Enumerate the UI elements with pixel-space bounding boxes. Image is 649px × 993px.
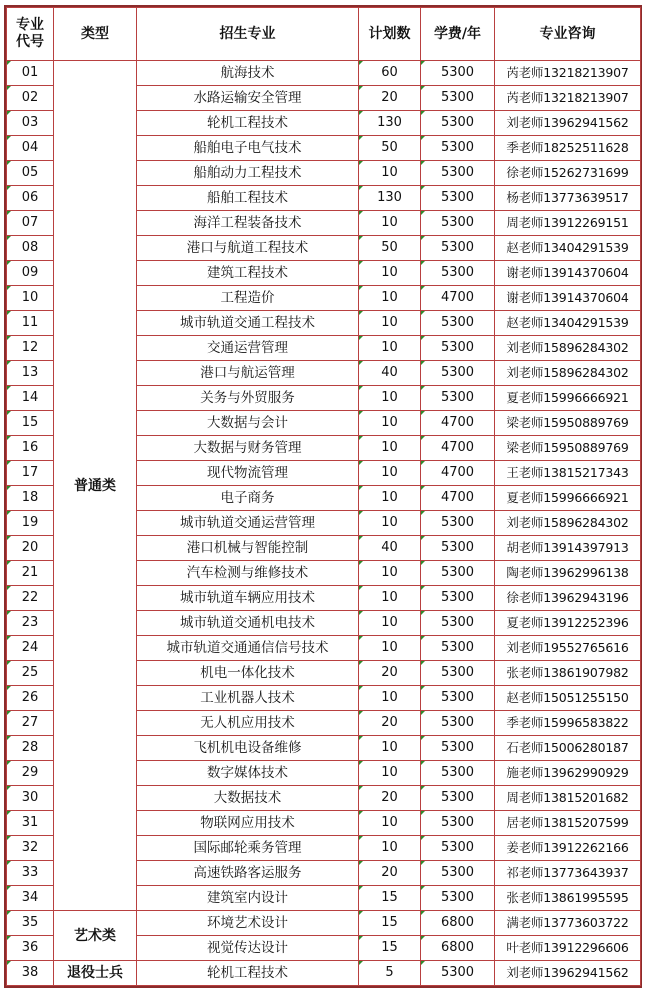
row-code: 07: [7, 211, 54, 236]
row-code: 22: [7, 586, 54, 611]
table-row: [7, 61, 641, 86]
row-code: 29: [7, 761, 54, 786]
row-major: 城市轨道交通机电技术: [137, 611, 359, 636]
row-contact: 芮老师13218213907: [495, 86, 641, 111]
row-plan: 10: [359, 611, 421, 636]
row-contact: 刘老师15896284302: [495, 511, 641, 536]
row-plan: 20: [359, 661, 421, 686]
table-row: [7, 911, 641, 936]
row-contact: 张老师13861995595: [495, 886, 641, 911]
row-plan: 10: [359, 311, 421, 336]
row-code: 34: [7, 886, 54, 911]
row-fee: 5300: [421, 211, 495, 236]
row-contact: 徐老师15262731699: [495, 161, 641, 186]
row-fee: 5300: [421, 361, 495, 386]
row-code: 33: [7, 861, 54, 886]
row-major: 现代物流管理: [137, 461, 359, 486]
row-fee: 6800: [421, 911, 495, 936]
row-fee: 5300: [421, 386, 495, 411]
row-plan: 10: [359, 811, 421, 836]
row-contact: 满老师13773603722: [495, 911, 641, 936]
row-contact: 季老师15996583822: [495, 711, 641, 736]
row-code: 10: [7, 286, 54, 311]
row-code: 01: [7, 61, 54, 86]
row-major: 船舶电子电气技术: [137, 136, 359, 161]
row-contact: 胡老师13914397913: [495, 536, 641, 561]
row-code: 24: [7, 636, 54, 661]
row-contact: 谢老师13914370604: [495, 286, 641, 311]
row-fee: 5300: [421, 836, 495, 861]
row-major: 大数据与财务管理: [137, 436, 359, 461]
row-fee: 5300: [421, 686, 495, 711]
row-plan: 20: [359, 711, 421, 736]
row-major: 工业机器人技术: [137, 686, 359, 711]
row-major: 城市轨道交通工程技术: [137, 311, 359, 336]
row-major: 环境艺术设计: [137, 911, 359, 936]
row-plan: 130: [359, 111, 421, 136]
row-plan: 10: [359, 836, 421, 861]
row-plan: 10: [359, 261, 421, 286]
row-code: 14: [7, 386, 54, 411]
row-fee: 5300: [421, 186, 495, 211]
row-plan: 130: [359, 186, 421, 211]
row-code: 08: [7, 236, 54, 261]
row-plan: 10: [359, 761, 421, 786]
row-contact: 赵老师15051255150: [495, 686, 641, 711]
row-contact: 祁老师13773643937: [495, 861, 641, 886]
row-plan: 10: [359, 336, 421, 361]
row-code: 11: [7, 311, 54, 336]
row-plan: 10: [359, 211, 421, 236]
header-code: [7, 8, 54, 61]
row-plan: 20: [359, 786, 421, 811]
row-fee: 4700: [421, 436, 495, 461]
row-plan: 10: [359, 586, 421, 611]
row-fee: 4700: [421, 486, 495, 511]
row-fee: 4700: [421, 411, 495, 436]
row-contact: 夏老师15996666921: [495, 486, 641, 511]
row-contact: 夏老师13912252396: [495, 611, 641, 636]
row-contact: 周老师13912269151: [495, 211, 641, 236]
row-fee: 5300: [421, 636, 495, 661]
row-code: 35: [7, 911, 54, 936]
header-row: [7, 8, 641, 61]
row-code: 05: [7, 161, 54, 186]
row-major: 视觉传达设计: [137, 936, 359, 961]
row-major: 城市轨道车辆应用技术: [137, 586, 359, 611]
row-plan: 5: [359, 961, 421, 986]
row-contact: 刘老师19552765616: [495, 636, 641, 661]
row-contact: 徐老师13962943196: [495, 586, 641, 611]
row-major: 飞机机电设备维修: [137, 736, 359, 761]
row-major: 建筑室内设计: [137, 886, 359, 911]
row-fee: 6800: [421, 936, 495, 961]
row-contact: 梁老师15950889769: [495, 436, 641, 461]
row-fee: 5300: [421, 111, 495, 136]
row-plan: 10: [359, 511, 421, 536]
row-code: 09: [7, 261, 54, 286]
row-plan: 60: [359, 61, 421, 86]
row-major: 航海技术: [137, 61, 359, 86]
row-fee: 5300: [421, 236, 495, 261]
row-code: 20: [7, 536, 54, 561]
row-major: 国际邮轮乘务管理: [137, 836, 359, 861]
row-code: 27: [7, 711, 54, 736]
row-major: 城市轨道交通运营管理: [137, 511, 359, 536]
row-major: 城市轨道交通通信信号技术: [137, 636, 359, 661]
row-fee: 5300: [421, 336, 495, 361]
row-contact: 刘老师15896284302: [495, 336, 641, 361]
row-contact: 施老师13962990929: [495, 761, 641, 786]
row-contact: 赵老师13404291539: [495, 311, 641, 336]
row-code: 36: [7, 936, 54, 961]
row-code: 03: [7, 111, 54, 136]
row-plan: 20: [359, 861, 421, 886]
row-contact: 石老师15006280187: [495, 736, 641, 761]
row-major: 大数据技术: [137, 786, 359, 811]
row-code: 25: [7, 661, 54, 686]
row-code: 06: [7, 186, 54, 211]
row-contact: 陶老师13962996138: [495, 561, 641, 586]
row-code: 16: [7, 436, 54, 461]
row-plan: 10: [359, 161, 421, 186]
row-fee: 5300: [421, 536, 495, 561]
row-plan: 10: [359, 386, 421, 411]
header-fee: 学费/年: [421, 8, 495, 61]
row-plan: 15: [359, 911, 421, 936]
row-contact: 刘老师15896284302: [495, 361, 641, 386]
row-fee: 5300: [421, 311, 495, 336]
row-fee: 4700: [421, 286, 495, 311]
row-category: 普通类: [54, 61, 137, 911]
row-fee: 5300: [421, 711, 495, 736]
row-code: 23: [7, 611, 54, 636]
row-code: 26: [7, 686, 54, 711]
row-plan: 10: [359, 561, 421, 586]
row-major: 物联网应用技术: [137, 811, 359, 836]
row-major: 船舶工程技术: [137, 186, 359, 211]
row-plan: 10: [359, 736, 421, 761]
row-plan: 15: [359, 936, 421, 961]
row-fee: 5300: [421, 961, 495, 986]
row-code: 02: [7, 86, 54, 111]
row-code: 38: [7, 961, 54, 986]
row-plan: 10: [359, 411, 421, 436]
row-code: 32: [7, 836, 54, 861]
row-contact: 王老师13815217343: [495, 461, 641, 486]
row-fee: 5300: [421, 886, 495, 911]
table-body: [7, 61, 641, 986]
row-code: 17: [7, 461, 54, 486]
row-contact: 叶老师13912296606: [495, 936, 641, 961]
header-code-label: 专业代号: [16, 17, 44, 50]
row-contact: 张老师13861907982: [495, 661, 641, 686]
row-code: 21: [7, 561, 54, 586]
header-major: 招生专业: [137, 8, 359, 61]
row-major: 电子商务: [137, 486, 359, 511]
row-major: 港口机械与智能控制: [137, 536, 359, 561]
row-fee: 5300: [421, 86, 495, 111]
row-fee: 5300: [421, 136, 495, 161]
row-contact: 谢老师13914370604: [495, 261, 641, 286]
row-major: 港口与航道工程技术: [137, 236, 359, 261]
row-fee: 5300: [421, 761, 495, 786]
row-plan: 15: [359, 886, 421, 911]
row-contact: 刘老师13962941562: [495, 111, 641, 136]
row-fee: 5300: [421, 161, 495, 186]
row-plan: 10: [359, 436, 421, 461]
admissions-table: [6, 7, 641, 986]
row-major: 工程造价: [137, 286, 359, 311]
row-plan: 40: [359, 361, 421, 386]
row-plan: 50: [359, 236, 421, 261]
row-major: 机电一体化技术: [137, 661, 359, 686]
row-major: 船舶动力工程技术: [137, 161, 359, 186]
row-major: 数字媒体技术: [137, 761, 359, 786]
row-major: 海洋工程装备技术: [137, 211, 359, 236]
row-major: 无人机应用技术: [137, 711, 359, 736]
row-plan: 10: [359, 686, 421, 711]
row-plan: 50: [359, 136, 421, 161]
row-major: 轮机工程技术: [137, 111, 359, 136]
row-contact: 芮老师13218213907: [495, 61, 641, 86]
row-contact: 居老师13815207599: [495, 811, 641, 836]
row-fee: 5300: [421, 861, 495, 886]
row-code: 13: [7, 361, 54, 386]
row-contact: 姜老师13912262166: [495, 836, 641, 861]
row-category: 退役士兵: [54, 961, 137, 986]
row-category: 艺术类: [54, 911, 137, 961]
row-contact: 季老师18252511628: [495, 136, 641, 161]
row-code: 04: [7, 136, 54, 161]
row-fee: 4700: [421, 461, 495, 486]
row-contact: 杨老师13773639517: [495, 186, 641, 211]
row-plan: 40: [359, 536, 421, 561]
row-fee: 5300: [421, 736, 495, 761]
row-fee: 5300: [421, 561, 495, 586]
row-contact: 刘老师13962941562: [495, 961, 641, 986]
row-code: 19: [7, 511, 54, 536]
row-contact: 梁老师15950889769: [495, 411, 641, 436]
row-plan: 10: [359, 461, 421, 486]
row-plan: 10: [359, 636, 421, 661]
row-fee: 5300: [421, 511, 495, 536]
row-major: 轮机工程技术: [137, 961, 359, 986]
header-contact: 专业咨询: [495, 8, 641, 61]
row-contact: 夏老师15996666921: [495, 386, 641, 411]
row-fee: 5300: [421, 786, 495, 811]
row-plan: 10: [359, 486, 421, 511]
header-type: 类型: [54, 8, 137, 61]
row-code: 28: [7, 736, 54, 761]
row-plan: 10: [359, 286, 421, 311]
row-fee: 5300: [421, 661, 495, 686]
row-plan: 20: [359, 86, 421, 111]
row-major: 交通运营管理: [137, 336, 359, 361]
row-major: 港口与航运管理: [137, 361, 359, 386]
row-contact: 赵老师13404291539: [495, 236, 641, 261]
row-fee: 5300: [421, 61, 495, 86]
row-code: 12: [7, 336, 54, 361]
row-major: 汽车检测与维修技术: [137, 561, 359, 586]
row-code: 30: [7, 786, 54, 811]
row-code: 15: [7, 411, 54, 436]
row-major: 高速铁路客运服务: [137, 861, 359, 886]
header-plan: 计划数: [359, 8, 421, 61]
row-code: 31: [7, 811, 54, 836]
row-code: 18: [7, 486, 54, 511]
row-major: 水路运输安全管理: [137, 86, 359, 111]
row-major: 建筑工程技术: [137, 261, 359, 286]
row-fee: 5300: [421, 611, 495, 636]
row-fee: 5300: [421, 586, 495, 611]
row-fee: 5300: [421, 261, 495, 286]
row-fee: 5300: [421, 811, 495, 836]
row-major: 关务与外贸服务: [137, 386, 359, 411]
row-contact: 周老师13815201682: [495, 786, 641, 811]
table-row: [7, 961, 641, 986]
row-major: 大数据与会计: [137, 411, 359, 436]
admissions-sheet: [4, 5, 642, 988]
